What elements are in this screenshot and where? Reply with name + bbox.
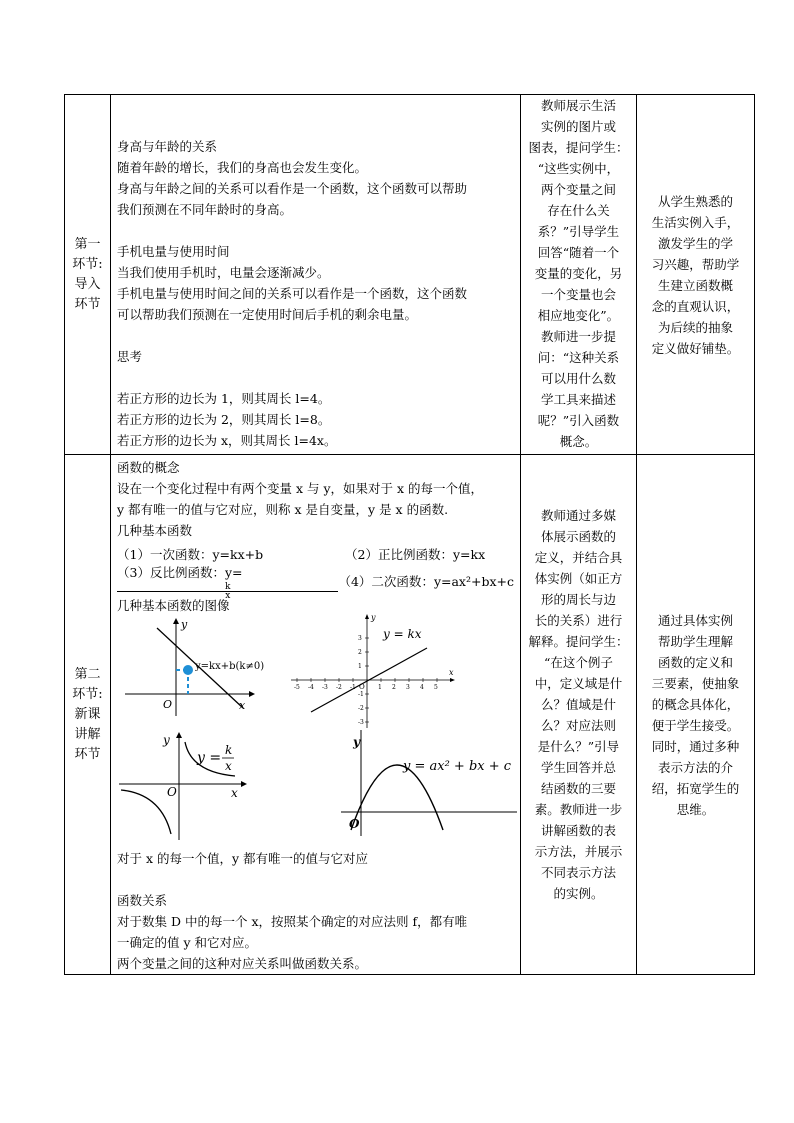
teacher-line: 讲解函数的表	[540, 823, 616, 838]
blank-line	[117, 325, 514, 346]
intent-line: 的概念具体化，	[651, 696, 740, 712]
content-heading: 几种基本函数	[117, 523, 193, 538]
x-tick-label: -5	[294, 684, 300, 691]
blank-line	[117, 220, 514, 241]
teacher-line: 定义，并结合具	[534, 550, 623, 565]
linear-function-item: （1）一次函数：y=kx+b	[117, 546, 264, 562]
intent-cell-new-lesson	[637, 455, 755, 975]
teacher-line: 呢？”引入函数	[537, 413, 620, 428]
function-graphs	[117, 613, 514, 848]
teacher-cell-intro	[521, 95, 637, 455]
inverse-label-y: y =	[197, 750, 222, 766]
y-tick-label: 3	[358, 635, 362, 642]
stage-cell-intro	[65, 95, 111, 455]
y-axis-label: y	[181, 618, 188, 631]
content-line: 当我们使用手机时，电量会逐渐减少。	[117, 265, 330, 280]
intent-line: 习兴趣，帮助学	[651, 256, 740, 272]
teacher-line: 解释。提问学生：	[528, 634, 629, 649]
content-heading: 思考	[117, 349, 143, 364]
intent-line: 便于学生接受。	[651, 717, 740, 733]
content-line: 若正方形的边长为 2，则其周长 l=8。	[117, 412, 331, 427]
teacher-line: 不同表示方法	[540, 865, 616, 880]
content-line: 对于 x 的每一个值，y 都有唯一的值与它对应	[117, 851, 369, 866]
stage-line: 讲解	[74, 726, 101, 742]
blank-line	[117, 869, 514, 890]
content-line: 可以帮助我们预测在一定使用时间后手机的剩余电量。	[117, 307, 418, 322]
intent-line: 从学生熟悉的	[657, 193, 733, 209]
teacher-line: 两个变量之间	[540, 182, 616, 197]
y-axis-label: y	[371, 613, 376, 622]
y-axis-label: y	[353, 735, 360, 749]
teacher-line: 回答“随着一个	[537, 245, 620, 260]
y-axis-label: y	[163, 733, 170, 747]
inverse-function-prefix: （3）反比例函数：y=	[117, 565, 243, 580]
teacher-line: 系？”引导学生	[537, 224, 620, 239]
teacher-line: 学工具来描述	[540, 392, 616, 407]
teacher-line: 体展示函数的	[540, 529, 616, 544]
x-tick-label: -4	[308, 684, 314, 691]
intent-line: 激发学生的学	[657, 235, 733, 251]
origin-label: O	[167, 785, 177, 799]
row-new-lesson	[65, 455, 755, 975]
content-line: 若正方形的边长为 1，则其周长 l=4。	[117, 391, 331, 406]
teacher-line: 教师进一步提	[540, 329, 616, 344]
teacher-line: 变量的变化，另	[534, 266, 623, 281]
origin-label: O	[349, 817, 360, 831]
x-tick-label: -1	[350, 684, 356, 691]
teacher-line: 结函数的三要	[540, 781, 616, 796]
stage-line: 第一	[74, 236, 101, 252]
content-line: 身高与年龄之间的关系可以看作是一个函数，这个函数可以帮助	[117, 181, 468, 196]
inverse-label-x: x	[225, 759, 232, 773]
intent-cell-intro	[637, 95, 755, 455]
stage-line: 环节	[74, 746, 101, 762]
content-line: 设在一个变化过程中有两个变量 x 与 y，如果对于 x 的每一个值，	[117, 481, 484, 496]
teacher-line: 体实例（如正方	[534, 571, 623, 586]
teacher-line: 长的关系）进行	[534, 613, 623, 628]
teacher-line: 学生回答并总	[540, 760, 616, 775]
teacher-line: 相应地变化”。	[537, 308, 620, 323]
origin-label: O	[163, 698, 173, 711]
teacher-line: 教师通过多媒	[540, 508, 616, 523]
content-line: 对于数集 D 中的每一个 x，按照某个确定的对应法则 f，都有唯	[117, 914, 468, 929]
teacher-cell-new-lesson	[521, 455, 637, 975]
blank-line	[117, 367, 514, 388]
stage-line: 环节:	[72, 686, 103, 702]
function-list-row-2	[117, 565, 514, 601]
teacher-line: 概念。	[559, 434, 598, 449]
intent-line: 同时，通过多种	[651, 738, 740, 754]
stage-line: 第二	[74, 666, 101, 682]
stage-cell-new-lesson	[65, 455, 111, 975]
x-axis-label: x	[239, 699, 246, 712]
linear-function-graph	[117, 616, 265, 726]
intent-line: 生活实例入手，	[651, 214, 740, 230]
fraction-denominator: x	[225, 591, 231, 601]
content-heading: 函数的概念	[117, 460, 180, 475]
content-line: 一确定的值 y 和它对应。	[117, 935, 258, 950]
fraction-numerator: k	[117, 583, 338, 592]
proportional-function-graph	[287, 612, 457, 732]
teacher-line: 实例的图片或	[540, 119, 616, 134]
teacher-line: 是什么？”引导	[537, 739, 620, 754]
teacher-line: 的实例。	[553, 886, 604, 901]
teacher-line: 中，定义域是什	[534, 676, 623, 691]
x-tick-label: 1	[378, 684, 382, 691]
quadratic-function-item: （4）二次函数：y=ax²+bx+c	[338, 573, 514, 589]
content-heading: 身高与年龄的关系	[117, 139, 218, 154]
intent-line: 三要素，使抽象	[651, 675, 740, 691]
teacher-line: 一个变量也会	[540, 287, 616, 302]
intent-line: 为后续的抽象	[657, 319, 733, 335]
stage-line: 环节:	[72, 256, 103, 272]
linear-label: y=kx+b(k≠0)	[195, 661, 265, 672]
content-line: 两个变量之间的这种对应关系叫做函数关系。	[117, 956, 368, 971]
y-tick-label: -2	[358, 705, 364, 712]
teacher-line: “在这个例子	[544, 655, 613, 670]
content-line: 手机电量与使用时间之间的关系可以看作是一个函数，这个函数	[117, 286, 468, 301]
inverse-function-graph	[117, 732, 257, 842]
teacher-line: 可以用什么数	[540, 371, 616, 386]
intent-line: 生建立函数概	[657, 277, 733, 293]
intent-line: 通过具体实例	[657, 612, 733, 628]
intent-line: 思维。	[676, 801, 715, 817]
content-heading: 手机电量与使用时间	[117, 244, 230, 259]
row-intro	[65, 95, 755, 455]
content-line: 随着年龄的增长，我们的身高也会发生变化。	[117, 160, 368, 175]
x-tick-label: 3	[406, 684, 410, 691]
content-heading: 函数关系	[117, 893, 168, 908]
content-cell-intro	[111, 95, 521, 455]
proportional-label: y = kx	[383, 627, 422, 641]
intent-line: 定义做好铺垫。	[651, 340, 740, 356]
teacher-line: 教师展示生活	[540, 98, 616, 113]
content-cell-new-lesson	[111, 455, 521, 975]
inverse-label-k: k	[225, 743, 233, 757]
origin-label: O	[359, 683, 365, 691]
intent-line: 帮助学生理解	[657, 633, 733, 649]
proportional-function-item: （2）正比例函数：y=kx	[345, 546, 486, 562]
graphs-title: 几种基本函数的图像	[117, 598, 230, 613]
y-tick-label: -3	[358, 719, 364, 726]
x-tick-label: -3	[322, 684, 328, 691]
intent-line: 念的直观认识，	[651, 298, 740, 314]
teacher-line: 么？对应法则	[540, 718, 616, 733]
stage-line: 环节	[74, 296, 101, 312]
x-axis-label: x	[449, 668, 454, 677]
y-tick-label: 2	[358, 649, 362, 656]
teacher-line: 问：“这种关系	[537, 350, 620, 365]
stage-line: 导入	[74, 276, 101, 292]
teacher-line: 形的周长与边	[540, 592, 616, 607]
teacher-line: 存在什么关	[547, 203, 610, 218]
content-line: 若正方形的边长为 x，则其周长 l=4x。	[117, 433, 337, 448]
content-line: 我们预测在不同年龄时的身高。	[117, 202, 293, 217]
intent-line: 表示方法的介	[657, 759, 733, 775]
teacher-line: 素。教师进一步	[534, 802, 623, 817]
intent-line: 绍，拓宽学生的	[651, 780, 740, 796]
quadratic-function-graph	[339, 728, 519, 838]
y-tick-label: 1	[358, 663, 362, 670]
x-tick-label: 5	[434, 684, 438, 691]
teacher-line: 图表，提问学生：	[528, 140, 629, 155]
stage-line: 新课	[74, 706, 101, 722]
y-tick-label: -1	[358, 691, 364, 698]
content-line: y 都有唯一的值与它对应，则称 x 是自变量，y 是 x 的函数.	[117, 502, 449, 517]
x-tick-label: 2	[392, 684, 396, 691]
quadratic-label: y = ax² + bx + c	[403, 759, 512, 774]
x-tick-label: -2	[336, 684, 342, 691]
x-axis-label: x	[231, 786, 238, 800]
intent-line: 函数的定义和	[657, 654, 733, 670]
teacher-line: 示方法，并展示	[534, 844, 623, 859]
teacher-line: “这些实例中，	[537, 161, 620, 176]
teacher-line: 么？值域是什	[540, 697, 616, 712]
lesson-plan-table	[64, 94, 755, 975]
x-tick-label: 4	[420, 684, 424, 691]
